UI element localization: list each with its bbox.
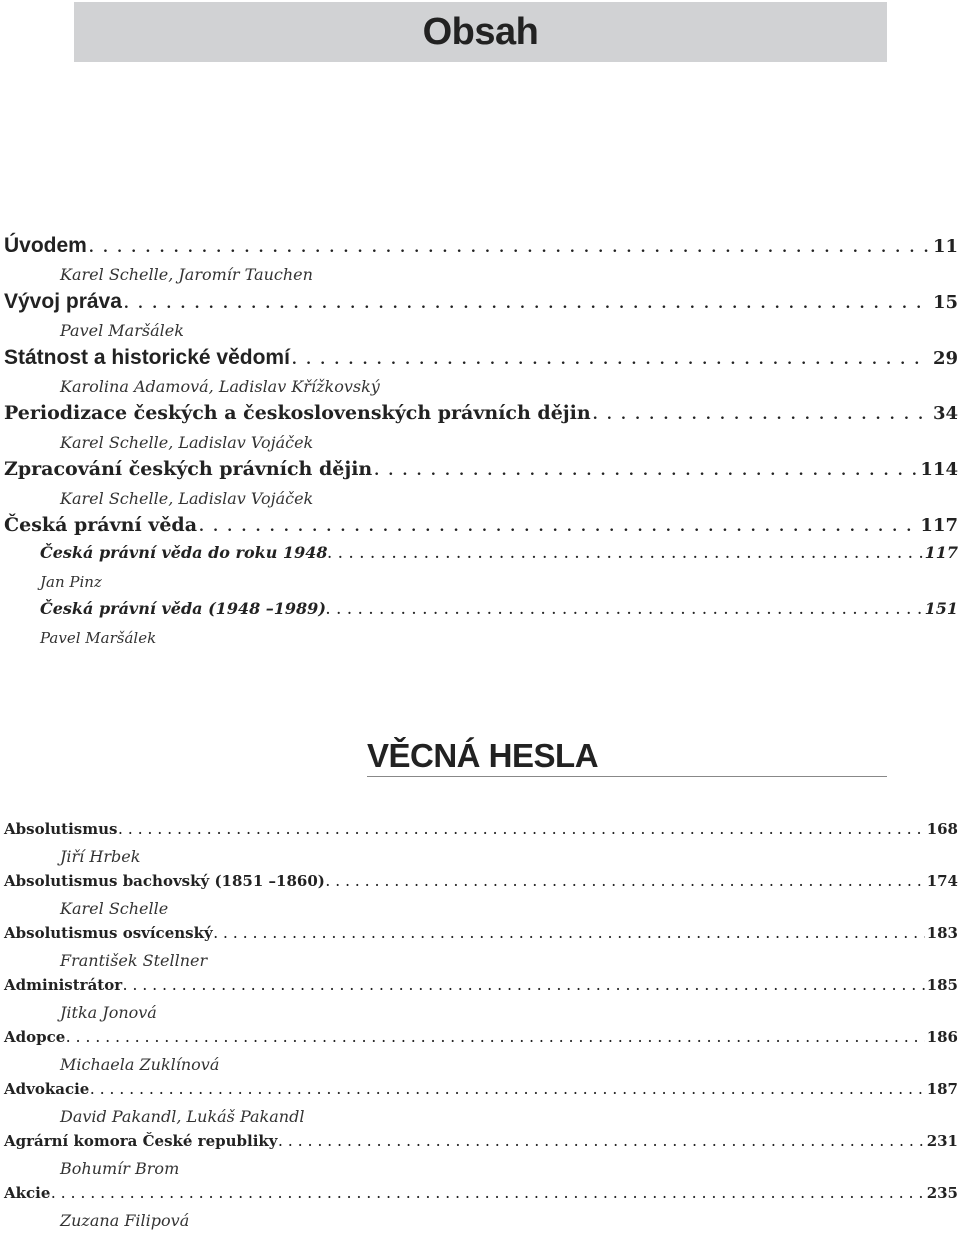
dot-leader: [326, 876, 925, 889]
entry-title: Advokacie: [4, 1080, 90, 1098]
toc-entry-page: 34: [932, 403, 958, 424]
toc-entry-page: 29: [932, 348, 958, 369]
entry-title: Absolutismus osvícenský: [4, 924, 213, 942]
entry-author: Jiří Hrbek: [60, 847, 141, 866]
toc-entry-author: Karolina Adamová, Ladislav Křížkovský: [60, 377, 380, 396]
toc-entry-page: 114: [920, 459, 958, 480]
entry-page: 186: [926, 1028, 958, 1046]
toc-subsection: [4, 543, 958, 655]
toc-sub-entry-author: Pavel Maršálek: [40, 629, 157, 647]
entry-item[interactable]: [4, 1184, 958, 1236]
dot-leader: [374, 463, 916, 479]
entry-author: Bohumír Brom: [60, 1159, 180, 1178]
page-title: Obsah: [422, 10, 539, 53]
entry-item[interactable]: [4, 820, 958, 872]
dot-leader: [124, 296, 929, 312]
dot-leader: [89, 240, 929, 256]
dot-leader: [118, 824, 924, 837]
entry-author: Zuzana Filipová: [60, 1211, 190, 1230]
page-title-banner: [74, 2, 887, 62]
dot-leader: [66, 1032, 924, 1045]
entry-page: 187: [926, 1080, 958, 1098]
toc-sub-entry-page: 151: [924, 599, 958, 618]
toc-sub-entry-page: 117: [924, 543, 958, 562]
entry-item[interactable]: [4, 976, 958, 1028]
toc-sub-entry-title: Česká právní věda (1948 –1989): [40, 599, 326, 618]
toc-entry-title: Státnost a historické vědomí: [4, 346, 290, 369]
toc-entry[interactable]: [4, 234, 958, 290]
entry-page: 183: [926, 924, 958, 942]
toc-entry-title: Úvodem: [4, 234, 87, 257]
dot-leader: [123, 980, 925, 993]
toc-entry-title: Česká právní věda: [4, 514, 198, 536]
toc-entry[interactable]: [4, 346, 958, 402]
entry-item[interactable]: [4, 1028, 958, 1080]
toc-sub-entry-title: Česká právní věda do roku 1948: [40, 543, 328, 562]
toc-entry-page: 15: [932, 292, 958, 313]
toc-sub-entry-author: Jan Pinz: [40, 573, 102, 591]
entry-title: Absolutismus bachovský (1851 –1860): [4, 872, 325, 890]
entry-title: Absolutismus: [4, 820, 118, 838]
dot-leader: [199, 519, 916, 535]
entry-author: Karel Schelle: [60, 899, 169, 918]
toc-entry-author: Karel Schelle, Ladislav Vojáček: [60, 489, 314, 508]
dot-leader: [327, 547, 924, 561]
entry-title: Agrární komora České republiky: [4, 1132, 278, 1150]
toc-entry-title: Zpracování českých právních dějin: [4, 458, 373, 480]
dot-leader: [292, 352, 929, 368]
toc-entry[interactable]: [4, 402, 958, 458]
entry-title: Akcie: [4, 1184, 51, 1202]
dot-leader: [279, 1136, 925, 1149]
entry-author: František Stellner: [60, 951, 208, 970]
dot-leader: [214, 928, 925, 941]
toc-entry-author: Karel Schelle, Ladislav Vojáček: [60, 433, 314, 452]
entry-item[interactable]: [4, 872, 958, 924]
entry-author: David Pakandl, Lukáš Pakandl: [60, 1107, 305, 1126]
entry-page: 168: [926, 820, 958, 838]
section-heading: [367, 738, 887, 777]
entry-page: 185: [926, 976, 958, 994]
dot-leader: [51, 1188, 924, 1201]
entry-page: 235: [926, 1184, 958, 1202]
entry-title: Adopce: [4, 1028, 66, 1046]
toc-sub-entry[interactable]: [4, 599, 958, 655]
toc-sub-entry[interactable]: [4, 543, 958, 599]
toc-entry[interactable]: [4, 290, 958, 346]
dot-leader: [326, 603, 925, 617]
entry-page: 174: [926, 872, 958, 890]
dot-leader: [593, 407, 929, 423]
entry-author: Jitka Jonová: [60, 1003, 157, 1022]
entry-title: Administrátor: [4, 976, 123, 994]
entry-item[interactable]: [4, 924, 958, 976]
toc-entry-page: 117: [920, 515, 958, 536]
entry-item[interactable]: [4, 1080, 958, 1132]
entry-item[interactable]: [4, 1132, 958, 1184]
section-heading-text: VĚCNÁ HESLA: [367, 737, 599, 774]
toc-entry-author: Pavel Maršálek: [60, 321, 184, 340]
toc-entry-title: Periodizace českých a československých právních dějin: [4, 402, 591, 424]
entry-page: 231: [926, 1132, 958, 1150]
toc-entry-page: 11: [932, 236, 958, 257]
dot-leader: [90, 1084, 924, 1097]
entry-author: Michaela Zuklínová: [60, 1055, 220, 1074]
table-of-contents: [4, 234, 958, 655]
toc-entry[interactable]: [4, 514, 958, 543]
toc-entry[interactable]: [4, 458, 958, 514]
toc-entry-author: Karel Schelle, Jaromír Tauchen: [60, 265, 313, 284]
toc-entry-title: Vývoj práva: [4, 290, 122, 313]
entries-list: [4, 820, 958, 1236]
